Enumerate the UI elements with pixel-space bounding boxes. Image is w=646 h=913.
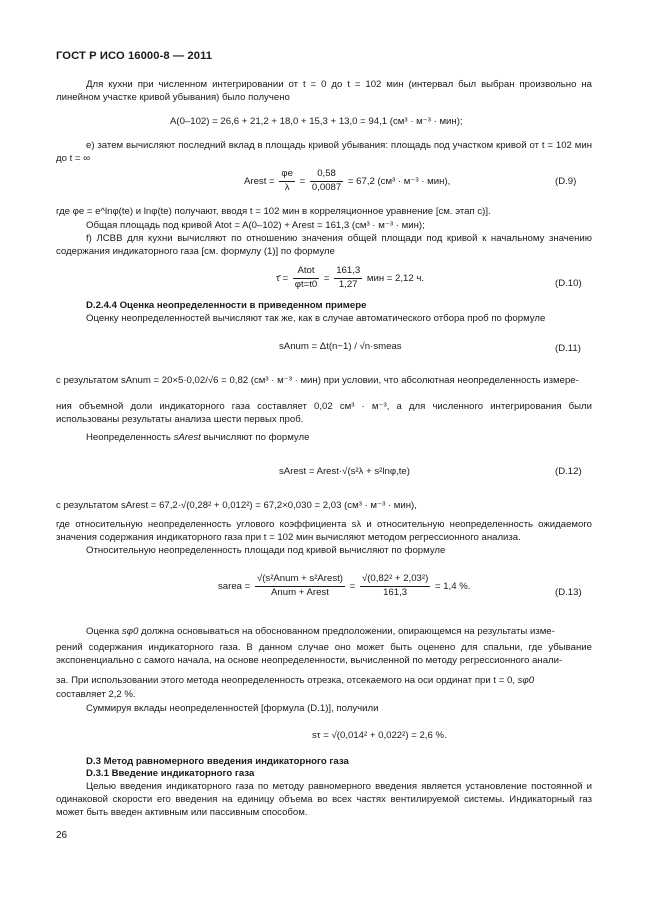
paragraph-uncertainty-arest xyxy=(56,432,592,445)
paragraph-lsvv: f) ЛСВВ для кухни вычисляют по отношению значения общей площади под кривой к начальному значению содержания индикаторного газа [см. формулу (1)] по формуле xyxy=(56,233,592,257)
result-arest-prefix: с результатом xyxy=(56,500,119,511)
eq-d10-f2-den: 1,27 xyxy=(338,278,358,290)
equation-s-tau: sτ = √(0,014² + 0,022²) = 2,6 %. xyxy=(312,730,447,741)
symbol-s-phi0: sφ0 xyxy=(121,626,139,637)
equation-number-d9: (D.9) xyxy=(555,176,577,187)
equation-d9: Arest = $\frac{\varphi e}{\lambda}$ = $\frac{0,58}{0,0087}$ = 67,2 (см³ · м⁻³ · мин), xyxy=(244,168,451,193)
eq-d9-f1-num: φe xyxy=(279,168,295,182)
eq-d13-fraction-1 xyxy=(255,573,345,600)
section-d31-title: D.3.1 Введение индикаторного газа xyxy=(86,768,255,779)
paragraph-result-arest xyxy=(56,500,592,513)
eq-d9-f2-den: 0,0087 xyxy=(311,181,342,193)
eq-d13-fraction-2 xyxy=(360,573,430,600)
paragraph-tracer-introduction: Целью введения индикаторного газа по методу равномерного введения является установление постоянной и одинаковой скорости его введения на единицу объема во всех частях вентилируемой системы. Индикаторный газ может быть введен активным или пассивным способом. xyxy=(56,781,592,818)
equation-d12: sArest = Arest·√(s²λ + s²lnφ,te) xyxy=(279,466,410,477)
paragraph-estimate-cont: рений содержания индикаторного газа. В данном случае оно может быть оценено для спальни, где убывание экспоненциально с самого начала, на основе неопределенности, вычисленной по методу регрессионного анали- xyxy=(56,642,592,666)
paragraph-estimate-sphi0 xyxy=(56,626,592,639)
eq-d9-f1-den: λ xyxy=(284,181,290,193)
estimate-prefix: Оценка xyxy=(86,626,120,637)
paragraph-area-uncertainty: Относительную неопределенность площади под кривой вычисляют по формуле xyxy=(86,545,446,556)
equation-d11: sAnum = Δt(n−1) / √n·smeas xyxy=(279,341,402,352)
eq-d10-f1-den: φt=t0 xyxy=(294,278,318,290)
estimate-text: должна основываться на обоснованном предположении, опирающемся на результаты изме- xyxy=(140,626,555,637)
paragraph-intercept-value: составляет 2,2 %. xyxy=(56,689,136,700)
page-number: 26 xyxy=(56,830,68,841)
paragraph-total-area: Общая площадь под кривой Atot = A(0–102) + Arest = 161,3 (см³ · м⁻³ · мин); xyxy=(86,220,425,231)
paragraph-summing: Суммируя вклады неопределенностей [формула (D.1)], получили xyxy=(86,703,379,714)
paragraph-relative-uncertainty: где относительную неопределенность углового коэффициента sλ и относительную неопределенность ожидаемого значения содержания индикаторного газа при t = 102 мин вычисляют методом регрессионного анализа. xyxy=(56,519,592,543)
equation-number-d11: (D.11) xyxy=(555,343,581,354)
uncertainty-arest-prefix: Неопределенность xyxy=(86,432,171,443)
result-arest-text: = 2,03 (см³ · м⁻³ · мин), xyxy=(314,500,417,511)
eq-d13-rhs: = 1,4 %. xyxy=(434,580,471,592)
section-d3-title: D.3 Метод равномерного введения индикаторного газа xyxy=(86,756,349,767)
equation-d10: τ̄ = $\frac{\text{Atot}}{\varphi t=t0}$ = $\frac{161,3}{1,27}$ мин = 2,12 ч. xyxy=(276,265,425,290)
eq-d13-f1-num: √(s²Anum + s²Arest) xyxy=(255,573,345,587)
equation-a-0-102: A(0–102) = 26,6 + 21,2 + 18,0 + 15,3 + 13,0 = 94,1 (см³ · м⁻³ · мин); xyxy=(170,116,463,127)
eq-d10-fraction-1 xyxy=(293,265,320,292)
paragraph-last-contribution: е) затем вычисляют последний вклад в площадь кривой убывания: площадь под участком кривой от t = 102 мин до t = ∞ xyxy=(56,140,592,164)
result-anum-text: = 0,82 (см³ · м⁻³ · мин) при условии, что абсолютная неопределенность измере- xyxy=(221,375,579,386)
eq-d13-lhs: sarea = xyxy=(218,580,251,592)
paragraph-phi-e-definition: где φe = e^lnφ(te) и lnφ(te) получают, вводя t = 102 мин в корреляционное уравнение [см. этап с)]. xyxy=(56,206,491,217)
paragraph-result-anum-cont: ния объемной доли индикаторного газа составляет 0,02 см³ · м⁻³, а для численного интегрирования были использованы результаты анализа шести первых проб. xyxy=(56,401,592,425)
eq-d10-f2-num: 161,3 xyxy=(334,265,362,279)
result-anum-prefix: с результатом xyxy=(56,375,119,386)
equation-number-d12: (D.12) xyxy=(555,466,582,477)
eq-d10-f1-num: Atot xyxy=(293,265,320,279)
paragraph-result-anum xyxy=(56,375,592,388)
eq-d9-f2-num: 0,58 xyxy=(310,168,343,182)
eq-d13-f2-num: √(0,82² + 2,03²) xyxy=(360,573,430,587)
section-d244-title: D.2.4.4 Оценка неопределенности в приведенном примере xyxy=(86,300,367,311)
eq-d9-rhs: = 67,2 (см³ · м⁻³ · мин), xyxy=(347,175,451,187)
paragraph-intercept xyxy=(56,675,592,688)
document-header: ГОСТ Р ИСО 16000-8 — 2011 xyxy=(56,50,213,62)
paragraph-uncertainty-method: Оценку неопределенностей вычисляют так же, как в случае автоматического отбора проб по формуле xyxy=(86,313,546,324)
eq-d10-rhs: мин = 2,12 ч. xyxy=(366,272,425,284)
equation-number-d10: (D.10) xyxy=(555,278,582,289)
eq-d9-lhs: Arest = xyxy=(244,175,275,187)
uncertainty-arest-suffix: вычисляют по формуле xyxy=(203,432,310,443)
eq-d9-fraction-2 xyxy=(310,168,343,195)
result-anum-formula: sAnum = 20×5·0,02/√6 xyxy=(120,375,219,386)
equation-d13: sarea = $\frac{\text{√(s²Anum + s²Arest)}}{\text{Anum + Arest}}$ = $\frac{\text{√(0,82² + 2,03²)}}{161,3}$ = 1,4 %. xyxy=(218,573,471,598)
eq-d10-lhs: τ̄ = xyxy=(276,272,289,284)
paragraph-kitchen-integration: Для кухни при численном интегрировании от t = 0 до t = 102 мин (интервал был выбран произвольно на линейном участке кривой убывания) было получено xyxy=(56,79,592,103)
eq-d13-f1-den: Anum + Arest xyxy=(271,586,329,598)
symbol-s-phi0-inline: sφ0 xyxy=(517,675,535,686)
result-arest-formula: sArest = 67,2·√(0,28² + 0,012²) = 67,2×0,030 xyxy=(120,500,312,511)
symbol-s-arest: sArest xyxy=(173,432,201,443)
eq-d13-f2-den: 161,3 xyxy=(383,586,408,598)
eq-d10-fraction-2 xyxy=(334,265,362,292)
intercept-text: за. При использовании этого метода неопределенность отрезка, отсекаемого на оси ординат при t = 0, xyxy=(56,675,515,686)
equation-number-d13: (D.13) xyxy=(555,587,582,598)
eq-d9-fraction-1 xyxy=(279,168,295,195)
